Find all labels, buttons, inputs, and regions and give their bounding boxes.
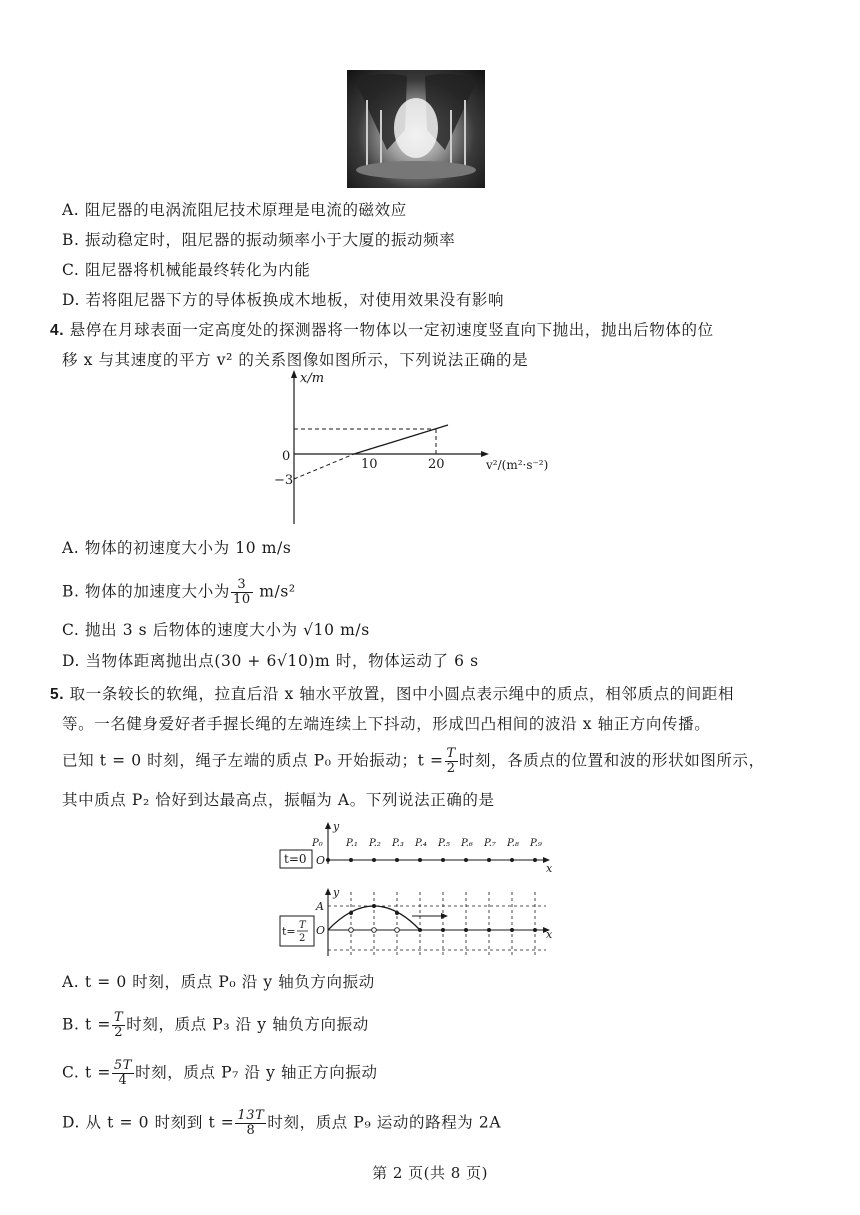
q5-option-d-fraction	[235, 1109, 266, 1138]
q4-y-arrow	[291, 370, 297, 378]
q5-label-p1: P.₁	[346, 838, 358, 849]
q5-bottom-y-label: y	[333, 886, 340, 899]
q5-option-c	[62, 1059, 378, 1088]
q5-stem-text1: 取一条较长的软绳，拉直后沿 x 轴水平放置，图中小圆点表示绳中的质点，相邻质点的间距相	[69, 685, 735, 703]
q5-option-b-pre: B. t =	[62, 1015, 111, 1034]
q5-bottom-grid	[328, 892, 546, 956]
q5-option-c-numerator: 5T	[113, 1058, 133, 1073]
q5-top-y-arrow	[325, 822, 331, 829]
q4-option-b	[62, 578, 296, 607]
q5-label-p3: P.₃	[392, 838, 404, 849]
q4-option-b-unit: m/s²	[253, 582, 296, 601]
q5-figure	[276, 820, 566, 960]
q4-option-b-fraction	[231, 578, 253, 607]
q5-stem-line3-post: 时刻，各质点的位置和波的形状如图所示，	[458, 751, 765, 770]
q5-bottom-x-label: x	[546, 928, 553, 941]
q5-stem-denominator: 2	[446, 761, 456, 776]
q5-stem-line3	[62, 747, 765, 776]
q5-option-d-pre: D. 从 t = 0 时刻到 t =	[62, 1113, 235, 1132]
q4-stem-text1: 悬停在月球表面一定高度处的探测器将一物体以一定初速度竖直向下抛出，抛出后物体的位	[69, 321, 714, 339]
q5-label-p7: P.₇	[484, 838, 496, 849]
q5-stem-line4: 其中质点 P₂ 恰好到达最高点，振幅为 A。下列说法正确的是	[62, 791, 495, 809]
q5-label-p6: P.₆	[461, 838, 473, 849]
q5-option-b	[62, 1011, 369, 1040]
q5-option-a: A. t = 0 时刻，质点 P₀ 沿 y 轴负方向振动	[62, 973, 375, 991]
q4-x-arrow	[481, 451, 489, 457]
q4-tick-20: 20	[428, 457, 445, 472]
q4-number: 4.	[50, 322, 65, 339]
q4-tick-10: 10	[361, 457, 378, 472]
q4-option-b-denominator: 10	[232, 592, 251, 607]
damper-photo	[347, 70, 485, 188]
q5-option-b-post: 时刻，质点 P₃ 沿 y 轴负方向振动	[126, 1015, 369, 1034]
q4-origin-label: 0	[282, 449, 291, 464]
q5-option-c-fraction	[112, 1059, 134, 1088]
q5-option-d	[62, 1109, 501, 1138]
q5-option-b-denominator: 2	[114, 1025, 124, 1040]
q5-amplitude-label: A	[316, 900, 324, 913]
q5-box-thalf-den: 2	[299, 933, 306, 944]
q5-option-c-post: 时刻，质点 P₇ 沿 y 轴正方向振动	[135, 1063, 378, 1082]
q5-number: 5.	[50, 686, 65, 703]
q5-label-p2: P.₂	[369, 838, 381, 849]
q5-label-p5: P.₅	[438, 838, 450, 849]
q4-stem-line2: 移 x 与其速度的平方 v² 的关系图像如图所示，下列说法正确的是	[62, 351, 529, 369]
q5-option-d-denominator: 8	[246, 1123, 256, 1138]
q5-option-d-post: 时刻，质点 P₉ 运动的路程为 2A	[267, 1113, 502, 1132]
q5-bottom-origin: O	[316, 924, 326, 937]
q4-option-c: C. 抛出 3 s 后物体的速度大小为 √10 m/s	[62, 621, 370, 639]
q5-option-d-numerator: 13T	[237, 1108, 265, 1123]
q5-stem-line3-pre: 已知 t = 0 时刻，绳子左端的质点 P₀ 开始振动；t =	[62, 751, 444, 770]
q4-option-b-numerator: 3	[231, 578, 253, 593]
q4-tick-neg3: −3	[274, 473, 294, 488]
q5-stem-line1	[50, 683, 734, 706]
q4-y-label: x/m	[300, 371, 325, 386]
q5-option-c-denominator: 4	[118, 1073, 128, 1088]
q5-option-b-fraction	[112, 1011, 125, 1040]
q4-graph	[270, 368, 570, 528]
q5-box-t0-label: t=0	[284, 852, 307, 866]
q5-box-thalf-num: T	[299, 920, 306, 931]
q5-option-c-pre: C. t =	[62, 1063, 111, 1082]
q5-stem-numerator: T	[446, 746, 456, 761]
q5-top-x-label: x	[546, 862, 553, 875]
q3-option-d: D. 若将阻尼器下方的导体板换成木地板，对使用效果没有影响	[62, 291, 505, 309]
q3-option-c: C. 阻尼器将机械能最终转化为内能	[62, 261, 311, 279]
q4-option-b-text: B. 物体的加速度大小为	[62, 582, 230, 601]
q5-top-points	[311, 838, 542, 862]
q3-option-a: A. 阻尼器的电涡流阻尼技术原理是电流的磁效应	[62, 201, 407, 219]
q5-box-thalf-pre: t=	[282, 925, 296, 938]
q4-dashed-extension	[294, 454, 354, 479]
q4-option-a: A. 物体的初速度大小为 10 m/s	[62, 539, 292, 557]
q5-label-p9: P.₉	[530, 838, 542, 849]
q5-label-p4: P.₄	[415, 838, 427, 849]
q4-option-d: D. 当物体距离抛出点(30 + 6√10)m 时，物体运动了 6 s	[62, 652, 479, 670]
q5-label-p0: P₀	[312, 838, 323, 849]
q3-option-b: B. 振动稳定时，阻尼器的振动频率小于大厦的振动频率	[62, 231, 456, 249]
q5-stem-fraction	[445, 747, 458, 776]
q5-top-origin: O	[316, 854, 326, 867]
q5-bottom-y-arrow	[325, 888, 331, 895]
q5-label-p8: P.₈	[507, 838, 519, 849]
q4-stem-line1	[50, 319, 714, 342]
damper-photo-graphic	[347, 70, 485, 188]
q5-top-y-label: y	[333, 820, 340, 833]
page-footer: 第 2 页(共 8 页)	[372, 1164, 488, 1182]
q4-x-label: v²/(m²·s⁻²)	[486, 458, 549, 472]
q5-stem-line2: 等。一名健身爱好者手握长绳的左端连续上下抖动，形成凹凸相间的波沿 x 轴正方向传播。	[62, 715, 711, 733]
q5-option-b-numerator: T	[114, 1010, 124, 1025]
